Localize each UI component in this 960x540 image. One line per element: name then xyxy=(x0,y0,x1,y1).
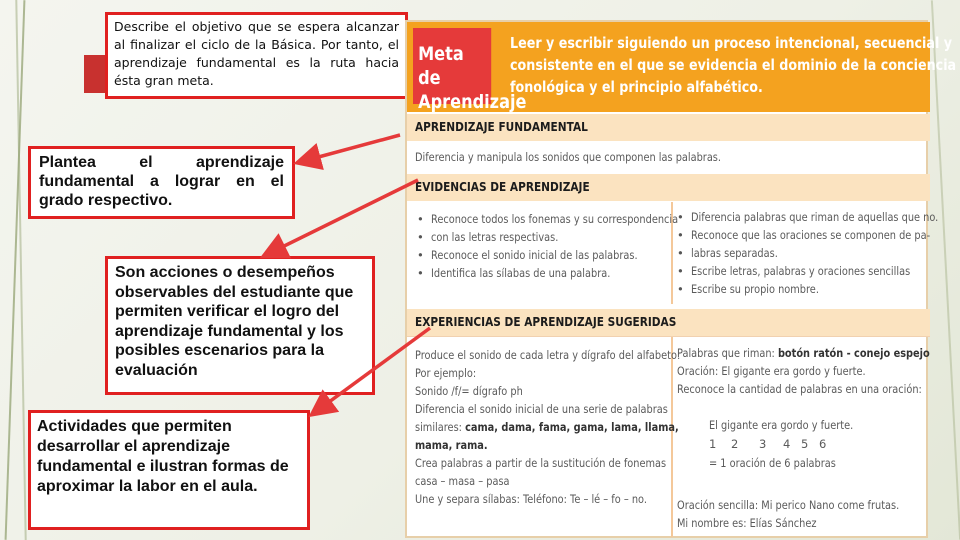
section-evidencias-title: EVIDENCIAS DE APRENDIZAJE xyxy=(407,174,930,201)
experience-line: Mi nombre es: Elías Sánchez xyxy=(677,516,817,530)
experience-line: Oración sencilla: Mi perico Nano come frutas. xyxy=(677,498,900,512)
rhymes-words: botón ratón - conejo espejo xyxy=(777,346,930,360)
arrow-evidence xyxy=(266,180,418,255)
experience-line: mama, rama. xyxy=(415,438,488,452)
experience-line: Reconoce la cantidad de palabras en una oración: xyxy=(677,382,922,396)
example-number: 3 xyxy=(759,437,767,451)
evidence-item: • Identifica las sílabas de una palabra. xyxy=(413,264,722,282)
rhymes-prefix: Palabras que riman: xyxy=(677,346,778,360)
evidence-item-cont: • con las letras respectivas. xyxy=(413,228,722,246)
example-result: = 1 oración de 6 palabras xyxy=(709,456,836,470)
experience-line: Sonido /f/= dígrafo ph xyxy=(415,384,523,398)
evidence-item-cont: • labras separadas. xyxy=(673,244,960,262)
arrow-activities xyxy=(314,328,430,413)
experience-line: casa – masa – pasa xyxy=(415,474,510,488)
experience-line: Produce el sonido de cada letra y dígrafo del alfabeto: xyxy=(415,348,681,362)
evidence-item: • Reconoce que las oraciones se componen de pa- xyxy=(673,226,960,244)
experience-line: Diferencia el sonido inicial de una serie de palabras xyxy=(415,402,668,416)
callout-fundamental-text: Plantea el aprendizaje fundamental a lograr en el grado respectivo. xyxy=(39,154,284,209)
evidence-item: • Escribe letras, palabras y oraciones sencillas xyxy=(673,262,960,280)
experience-line: Crea palabras a partir de la sustitución de fonemas xyxy=(415,456,667,470)
callout-evidence-text: Son acciones o desempeños observables del estudiante que permiten verificar el logro del aprendizaje fundamental y los posibles escenarios para la evaluación xyxy=(115,264,354,379)
evidence-item: • Reconoce el sonido inicial de las palabras. xyxy=(413,246,722,264)
example-number: 6 xyxy=(819,437,827,451)
meta-text-line: fonológica y el principio alfabético. xyxy=(510,78,763,96)
experience-line: Oración: El gigante era gordo y fuerte. xyxy=(677,364,866,378)
experience-line: similares: xyxy=(415,420,466,434)
evidence-item: • Reconoce todos los fonemas y su correspondencia xyxy=(413,210,722,228)
arrow-fundamental xyxy=(300,135,400,162)
meta-label: Meta de Aprendizaje xyxy=(413,28,491,104)
evidence-item: • Escribe su propio nombre. xyxy=(673,280,960,298)
example-number: 2 xyxy=(731,437,739,451)
example-sentence: El gigante era gordo y fuerte. xyxy=(709,418,854,432)
experience-line: Por ejemplo: xyxy=(415,366,477,380)
section-experiencias-title: EXPERIENCIAS DE APRENDIZAJE SUGERIDAS xyxy=(407,309,930,336)
experience-words-bold: cama, dama, fama, gama, lama, llama, xyxy=(465,420,679,434)
meta-text-line: Leer y escribir siguiendo un proceso intencional, secuencial y xyxy=(510,34,953,52)
evidence-item: • Diferencia palabras que riman de aquellas que no. xyxy=(673,208,960,226)
experience-line: Une y separa sílabas: Teléfono: Te – lé – fo – no. xyxy=(415,492,647,506)
callout-objective-text: Describe el objetivo que se espera alcanzar al finalizar el ciclo de la Básica. Por tanto, el aprendizaje fundamental es la ruta hacia ésta gran meta. xyxy=(114,19,399,88)
meta-text-line: consistente en el que se evidencia el dominio de la conciencia xyxy=(510,56,957,74)
aprendizaje-text: Diferencia y manipula los sonidos que componen las palabras. xyxy=(415,150,722,164)
callout-activities-text: Actividades que permiten desarrollar el aprendizaje fundamental e ilustran formas de aproximar la labor en el aula. xyxy=(37,418,289,495)
example-number: 4 xyxy=(783,437,791,451)
example-number: 1 xyxy=(709,437,717,451)
section-aprendizaje-title: APRENDIZAJE FUNDAMENTAL xyxy=(407,114,930,141)
example-number: 5 xyxy=(801,437,809,451)
